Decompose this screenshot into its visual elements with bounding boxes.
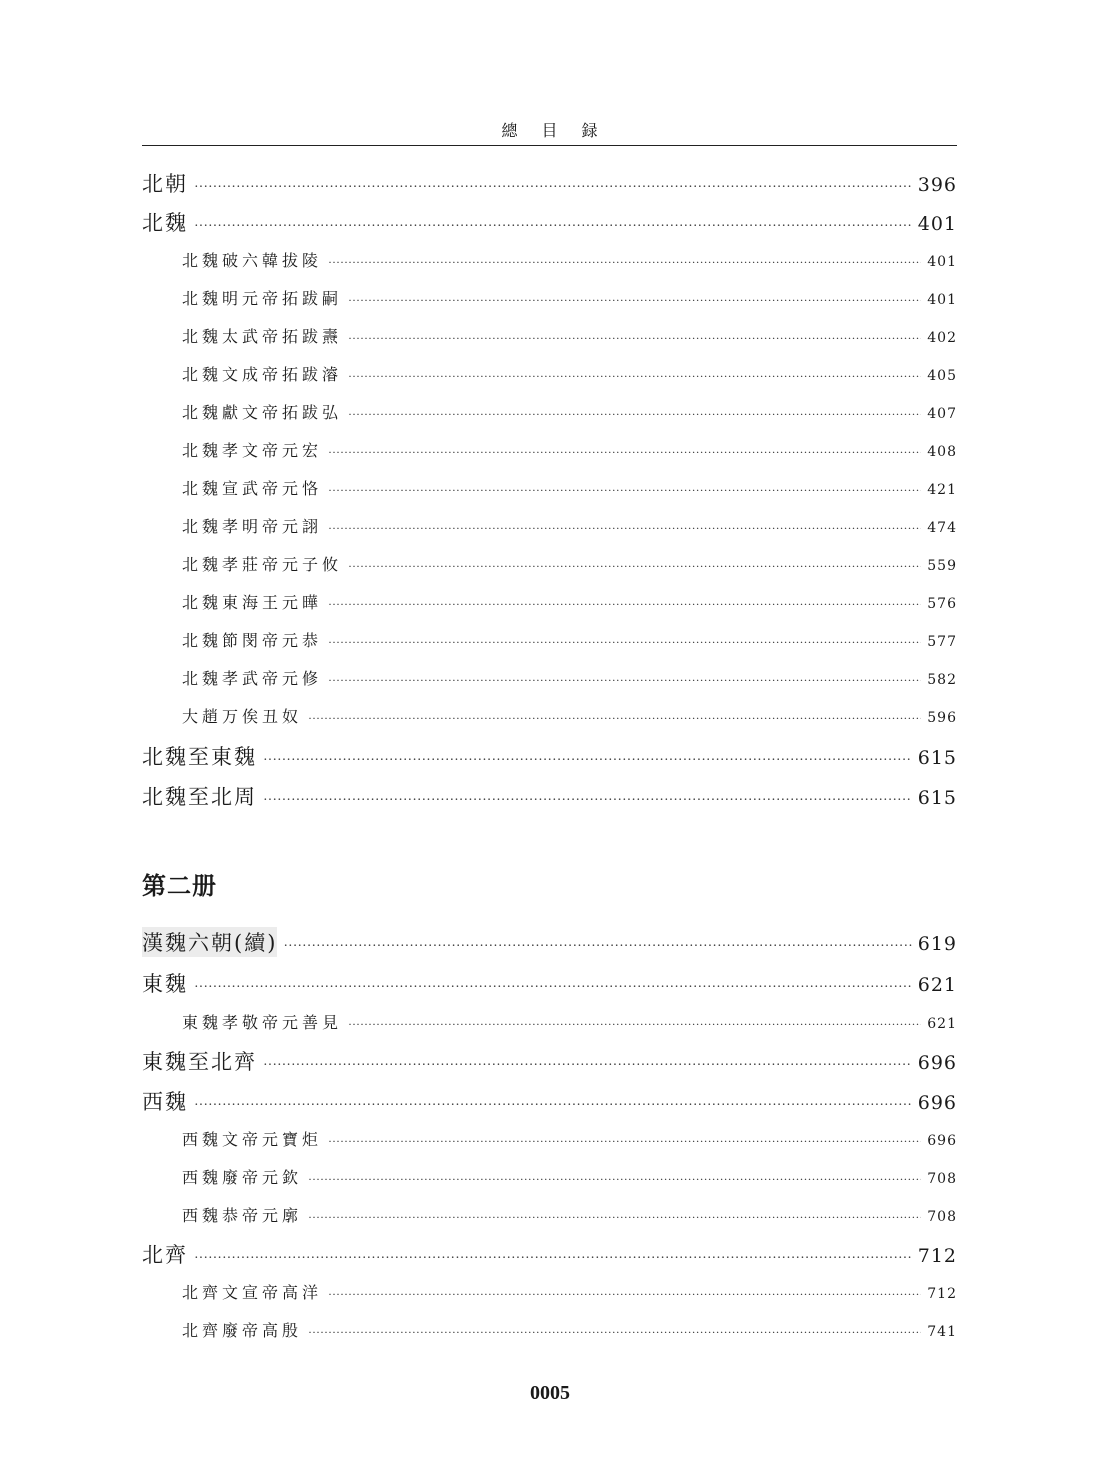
toc-entry[interactable] [142, 207, 957, 237]
toc-subentry-label: 北魏太武帝拓跋燾 [182, 327, 343, 346]
leader-dots [328, 1287, 921, 1302]
toc-subentry-page: 696 [927, 1133, 957, 1149]
toc-subentry-label: 北魏破六韓拔陵 [182, 251, 323, 270]
page-number: 0005 [530, 1382, 570, 1404]
toc-entry-page: 621 [917, 974, 957, 996]
toc-subentry[interactable] [182, 324, 957, 347]
toc-subentry-label: 西魏恭帝元廓 [182, 1206, 303, 1225]
leader-dots [348, 293, 921, 308]
toc-subentry[interactable] [182, 552, 957, 575]
toc-subentry-page: 576 [927, 596, 957, 612]
toc-subentry[interactable] [182, 1165, 957, 1188]
toc-subentry-label: 大趙万俟丑奴 [182, 707, 303, 726]
toc-subentry-label: 東魏孝敬帝元善見 [182, 1013, 343, 1032]
leader-dots [328, 597, 921, 612]
leader-dots [348, 369, 921, 384]
toc-entry-label: 東魏 [142, 972, 188, 996]
toc-entry[interactable] [142, 1046, 957, 1076]
leader-dots [194, 180, 912, 196]
leader-dots [263, 753, 912, 769]
leader-dots [308, 1325, 921, 1340]
toc-subentry[interactable] [182, 400, 957, 423]
toc-entry-page: 712 [917, 1245, 957, 1267]
toc-subentry-label: 北魏孝明帝元詡 [182, 517, 323, 536]
toc-subentry-page: 577 [927, 634, 957, 650]
toc-subentry-label: 北魏孝文帝元宏 [182, 441, 323, 460]
toc-entry-label: 北魏 [142, 211, 188, 235]
leader-dots [194, 219, 912, 235]
toc-entry-label: 北朝 [142, 172, 188, 196]
toc-subentry-page: 621 [927, 1016, 957, 1032]
toc-entry-page: 696 [917, 1092, 957, 1114]
toc-subentry-label: 北魏孝莊帝元子攸 [182, 555, 343, 574]
toc-subentry-label: 北魏宣武帝元恪 [182, 479, 323, 498]
toc-subentry-page: 407 [927, 406, 957, 422]
toc-entry[interactable] [142, 741, 957, 771]
leader-dots [308, 711, 921, 726]
leader-dots [328, 483, 921, 498]
toc-entry[interactable] [142, 1239, 957, 1269]
toc-subentry[interactable] [182, 590, 957, 613]
toc-subentry-page: 559 [927, 558, 957, 574]
toc-subentry-label: 北齊廢帝高殷 [182, 1321, 303, 1340]
toc-entry[interactable] [142, 927, 957, 957]
toc-subentry[interactable] [182, 362, 957, 385]
leader-dots [328, 521, 921, 536]
toc-subentry-label: 北魏東海王元曄 [182, 593, 323, 612]
toc-subentry-page: 421 [927, 482, 957, 498]
leader-dots [263, 1058, 912, 1074]
leader-dots [194, 1251, 912, 1267]
toc-entry[interactable] [142, 1086, 957, 1116]
toc-subentry[interactable] [182, 248, 957, 271]
toc-entry-page: 396 [917, 174, 957, 196]
toc-subentry-page: 408 [927, 444, 957, 460]
toc-subentry-label: 北齊文宣帝高洋 [182, 1283, 323, 1302]
toc-subentry[interactable] [182, 666, 957, 689]
toc-subentry[interactable] [182, 514, 957, 537]
toc-subentry-label: 北魏明元帝拓跋嗣 [182, 289, 343, 308]
toc-subentry[interactable] [182, 704, 957, 727]
leader-dots [348, 559, 921, 574]
toc-entry-label: 北齊 [142, 1243, 188, 1267]
toc-entry-page: 401 [917, 213, 957, 235]
toc-entry-page: 619 [917, 933, 957, 955]
leader-dots [308, 1172, 921, 1187]
toc-subentry-page: 401 [927, 292, 957, 308]
toc-subentry-page: 741 [927, 1324, 957, 1340]
toc-subentry-page: 405 [927, 368, 957, 384]
toc-subentry-page: 712 [927, 1286, 957, 1302]
toc-subentry-label: 北魏獻文帝拓跋弘 [182, 403, 343, 422]
toc-subentry[interactable] [182, 286, 957, 309]
leader-dots [348, 331, 921, 346]
toc-subentry-page: 402 [927, 330, 957, 346]
toc-subentry-page: 596 [927, 710, 957, 726]
toc-subentry-label: 北魏文成帝拓跋濬 [182, 365, 343, 384]
toc-subentry-label: 西魏文帝元寶炬 [182, 1130, 323, 1149]
toc-subentry[interactable] [182, 628, 957, 651]
toc-subentry-page: 582 [927, 672, 957, 688]
leader-dots [348, 407, 921, 422]
toc-entry-label: 北魏至北周 [142, 785, 257, 809]
toc-entry-label: 北魏至東魏 [142, 745, 257, 769]
leader-dots [263, 793, 912, 809]
toc-subentry[interactable] [182, 1280, 957, 1303]
leader-dots [328, 1134, 921, 1149]
toc-entry-page: 615 [917, 747, 957, 769]
leader-dots [328, 255, 921, 270]
toc-entry-page: 696 [917, 1052, 957, 1074]
toc-subentry-page: 474 [927, 520, 957, 536]
toc-subentry[interactable] [182, 1318, 957, 1341]
toc-entry-label: 漢魏六朝(續) [142, 927, 277, 957]
leader-dots [328, 673, 921, 688]
leader-dots [194, 980, 912, 996]
toc-subentry[interactable] [182, 1010, 957, 1033]
volume-title: 第二册 [142, 871, 217, 900]
toc-entry[interactable] [142, 968, 957, 998]
toc-entry[interactable] [142, 781, 957, 811]
toc-subentry-label: 北魏節閔帝元恭 [182, 631, 323, 650]
toc-subentry[interactable] [182, 476, 957, 499]
leader-dots [328, 445, 921, 460]
leader-dots [348, 1017, 921, 1032]
toc-subentry-label: 西魏廢帝元欽 [182, 1168, 303, 1187]
running-header: 總目録 [501, 121, 622, 140]
toc-entry-label: 西魏 [142, 1090, 188, 1114]
header-rule [142, 145, 957, 146]
toc-subentry[interactable] [182, 438, 957, 461]
toc-subentry-page: 401 [927, 254, 957, 270]
toc-subentry-page: 708 [927, 1171, 957, 1187]
toc-subentry-page: 708 [927, 1209, 957, 1225]
toc-subentry[interactable] [182, 1203, 957, 1226]
toc-entry-page: 615 [917, 787, 957, 809]
toc-subentry-label: 北魏孝武帝元修 [182, 669, 323, 688]
leader-dots [194, 1098, 912, 1114]
leader-dots [308, 1210, 921, 1225]
toc-entry-label: 東魏至北齊 [142, 1050, 257, 1074]
toc-subentry[interactable] [182, 1127, 957, 1150]
toc-entry[interactable] [142, 168, 957, 198]
leader-dots [328, 635, 921, 650]
leader-dots [283, 939, 911, 955]
